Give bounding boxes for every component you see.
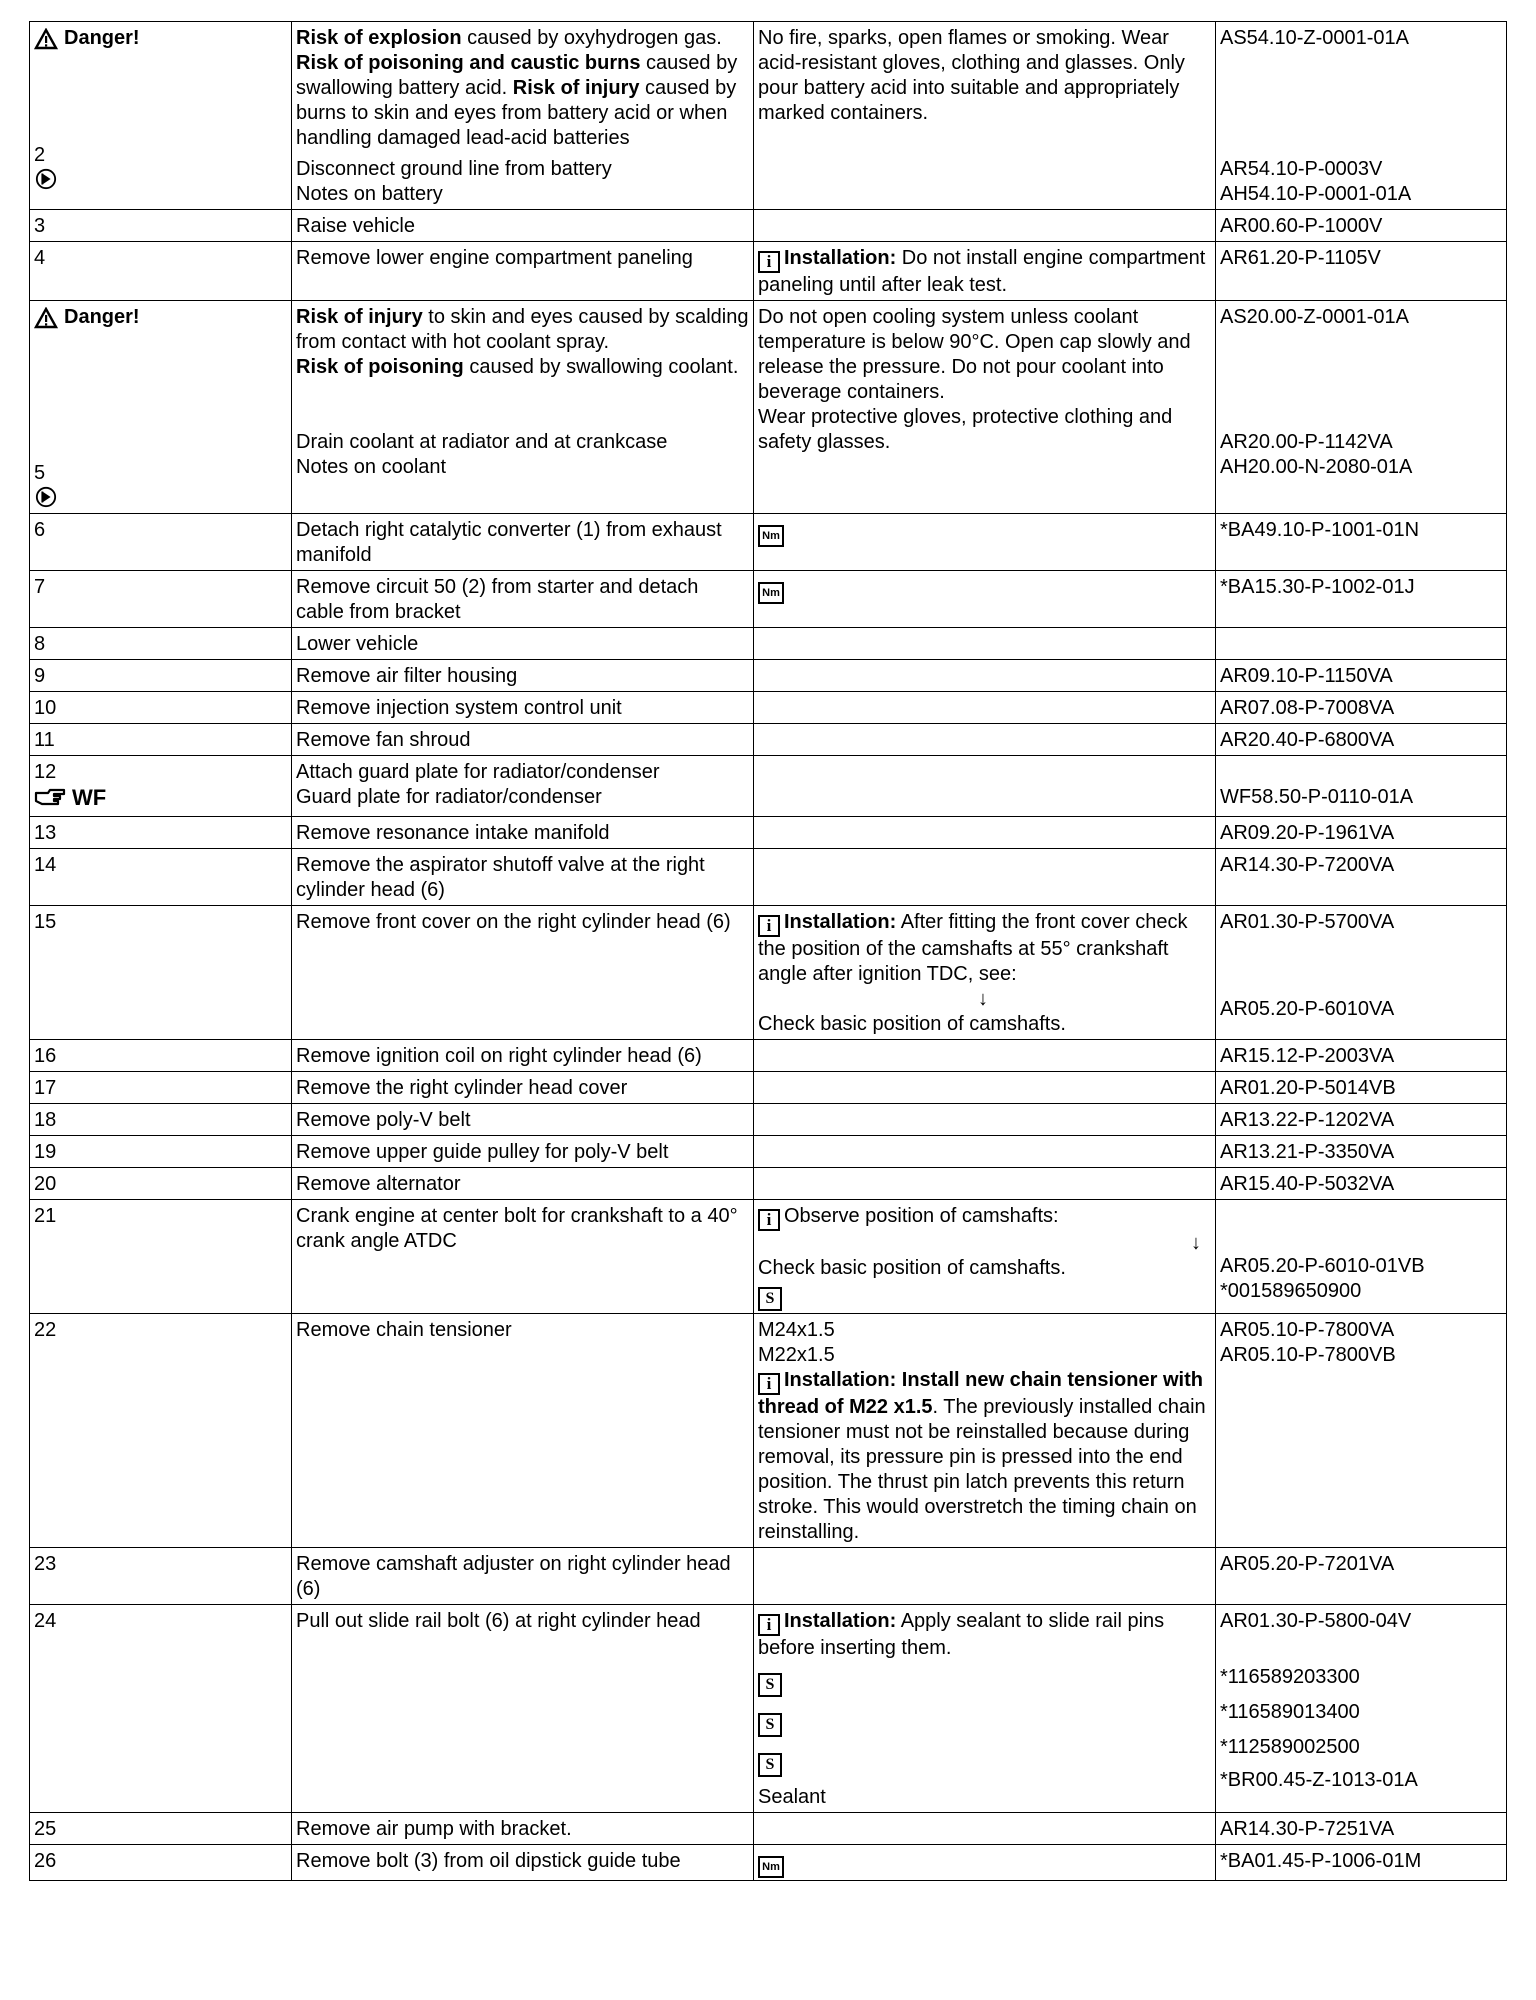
- table-cell: Remove resonance intake manifold: [292, 817, 754, 849]
- table-cell: 22: [30, 1314, 292, 1548]
- table-row: [30, 1314, 1507, 1548]
- table-cell: AR05.10-P-7800VA AR05.10-P-7800VB: [1216, 1314, 1507, 1548]
- table-cell: 3: [30, 210, 292, 242]
- table-row: [30, 849, 1507, 906]
- table-cell: [754, 723, 1216, 755]
- table-cell: AR05.20-P-7201VA: [1216, 1548, 1507, 1605]
- instruction-cell: Risk of explosion caused by oxyhydrogen gas. Risk of poisoning and caustic burns caused by swallowing battery acid. Risk of injury caused by burns to skin and eyes from battery acid or when handling damaged lead-acid batteries Disconnect ground line from battery Notes on battery: [292, 22, 754, 210]
- table-cell: Remove the right cylinder head cover: [292, 1072, 754, 1104]
- table-row: [30, 659, 1507, 691]
- table-cell: Remove front cover on the right cylinder head (6): [292, 906, 754, 1040]
- pointing-hand-icon: [34, 787, 68, 807]
- torque-nm-icon: Nm: [758, 525, 784, 547]
- wf-label: WF: [34, 785, 106, 810]
- table-row: [30, 817, 1507, 849]
- table-cell: [1216, 627, 1507, 659]
- table-cell: AR00.60-P-1000V: [1216, 210, 1507, 242]
- table-cell: 21: [30, 1200, 292, 1314]
- table-cell: [754, 1845, 1216, 1881]
- table-row: [30, 1040, 1507, 1072]
- table-row: [30, 723, 1507, 755]
- table-cell: [754, 1072, 1216, 1104]
- table-cell: AR05.20-P-6010-01VB *001589650900: [1216, 1200, 1507, 1314]
- warning-triangle-icon: [34, 28, 58, 50]
- table-cell: Remove the aspirator shutoff valve at the right cylinder head (6): [292, 849, 754, 906]
- torque-nm-icon: Nm: [758, 1856, 784, 1878]
- table-cell: i Observe position of camshafts: ↓ Check basic position of camshafts. S: [754, 1200, 1216, 1314]
- table-cell: 25: [30, 1813, 292, 1845]
- table-cell: Remove upper guide pulley for poly-V belt: [292, 1136, 754, 1168]
- table-cell: AR07.08-P-7008VA: [1216, 691, 1507, 723]
- table-cell: AR14.30-P-7251VA: [1216, 1813, 1507, 1845]
- table-cell: [754, 1168, 1216, 1200]
- table-cell: i Installation: Apply sealant to slide rail pins before inserting them. S S S Sealant: [754, 1605, 1216, 1813]
- table-cell: 14: [30, 849, 292, 906]
- table-row: [30, 1605, 1507, 1813]
- info-icon: i: [758, 1373, 780, 1395]
- table-cell: Remove alternator: [292, 1168, 754, 1200]
- reference-cell: AS54.10-Z-0001-01A AR54.10-P-0003V AH54.10-P-0001-01A: [1216, 22, 1507, 210]
- table-cell: Remove injection system control unit: [292, 691, 754, 723]
- torque-nm-icon: Nm: [758, 582, 784, 604]
- table-cell: [754, 1104, 1216, 1136]
- table-row: [30, 906, 1507, 1040]
- table-cell: *BA15.30-P-1002-01J: [1216, 570, 1507, 627]
- table-cell: AR13.21-P-3350VA: [1216, 1136, 1507, 1168]
- table-cell: Raise vehicle: [292, 210, 754, 242]
- table-cell: Danger! 5: [30, 301, 292, 514]
- table-cell: *BA01.45-P-1006-01M: [1216, 1845, 1507, 1881]
- table-row: [30, 1548, 1507, 1605]
- table-cell: 10: [30, 691, 292, 723]
- table-cell: 24: [30, 1605, 292, 1813]
- table-cell: Remove poly-V belt: [292, 1104, 754, 1136]
- table-cell: 7: [30, 570, 292, 627]
- table-row: [30, 1845, 1507, 1881]
- table-cell: AR15.40-P-5032VA: [1216, 1168, 1507, 1200]
- table-cell: [754, 659, 1216, 691]
- table-cell: AR14.30-P-7200VA: [1216, 849, 1507, 906]
- table-cell: Remove lower engine compartment paneling: [292, 242, 754, 301]
- table-cell: [754, 570, 1216, 627]
- table-cell: [754, 513, 1216, 570]
- table-row: [30, 301, 1507, 514]
- danger-label: Danger!: [34, 305, 140, 330]
- table-cell: Crank engine at center bolt for crankshaft to a 40° crank angle ATDC: [292, 1200, 754, 1314]
- table-cell: *BA49.10-P-1001-01N: [1216, 513, 1507, 570]
- table-row: [30, 627, 1507, 659]
- table-cell: AR01.30-P-5800-04V *116589203300 *116589013400 *112589002500 *BR00.45-Z-1013-01A: [1216, 1605, 1507, 1813]
- special-tool-icon: S: [758, 1287, 782, 1311]
- table-row: [30, 1168, 1507, 1200]
- table-cell: M24x1.5 M22x1.5 i Installation: Install new chain tensioner with thread of M22 x1.5. The previously installed chain tensioner must not be reinstalled because during removal, its pressure pin is pressed into the end position. The thrust pin latch prevents this return stroke. This would overstretch the timing chain on reinstalling.: [754, 1314, 1216, 1548]
- procedure-document: [29, 21, 1507, 1881]
- table-cell: [754, 691, 1216, 723]
- table-row: [30, 1104, 1507, 1136]
- table-cell: [754, 1136, 1216, 1168]
- table-cell: 15: [30, 906, 292, 1040]
- table-cell: AR61.20-P-1105V: [1216, 242, 1507, 301]
- table-cell: AR09.20-P-1961VA: [1216, 817, 1507, 849]
- table-cell: Remove ignition coil on right cylinder head (6): [292, 1040, 754, 1072]
- table-row: [30, 1813, 1507, 1845]
- table-cell: 26: [30, 1845, 292, 1881]
- table-cell: WF58.50-P-0110-01A: [1216, 755, 1507, 817]
- table-cell: i Installation: After fitting the front cover check the position of the camshafts at 55° crankshaft angle after ignition TDC, see: ↓ Check basic position of camshafts.: [754, 906, 1216, 1040]
- note-circle-icon: [34, 486, 58, 508]
- note-row: [34, 168, 287, 193]
- note-circle-icon: [34, 168, 58, 190]
- table-row: [30, 1072, 1507, 1104]
- info-icon: i: [758, 915, 780, 937]
- table-cell: [754, 627, 1216, 659]
- table-cell: 6: [30, 513, 292, 570]
- measure-cell: No fire, sparks, open flames or smoking. Wear acid-resistant gloves, clothing and glasses. Only pour battery acid into suitable and appropriately marked containers.: [754, 22, 1216, 210]
- table-cell: [754, 210, 1216, 242]
- table-cell: 12 WF: [30, 755, 292, 817]
- special-tool-icon: S: [758, 1673, 782, 1697]
- step-number: 2: [34, 143, 46, 166]
- table-cell: Remove chain tensioner: [292, 1314, 754, 1548]
- table-cell: [754, 849, 1216, 906]
- table-cell: 16: [30, 1040, 292, 1072]
- danger-label: Danger!: [34, 26, 140, 51]
- table-cell: 19: [30, 1136, 292, 1168]
- table-cell: 9: [30, 659, 292, 691]
- info-icon: i: [758, 1614, 780, 1636]
- table-row: [30, 22, 1507, 210]
- table-row: [30, 755, 1507, 817]
- table-cell: Remove air pump with bracket.: [292, 1813, 754, 1845]
- notes-text: Notes on battery: [296, 183, 443, 205]
- table-cell: 18: [30, 1104, 292, 1136]
- table-cell: [754, 817, 1216, 849]
- table-cell: Pull out slide rail bolt (6) at right cylinder head: [292, 1605, 754, 1813]
- table-cell: AS20.00-Z-0001-01A AR20.00-P-1142VA AH20.00-N-2080-01A: [1216, 301, 1507, 514]
- procedure-table: [29, 21, 1507, 1881]
- table-row: [30, 1136, 1507, 1168]
- table-row: [30, 242, 1507, 301]
- table-cell: Remove air filter housing: [292, 659, 754, 691]
- special-tool-icon: S: [758, 1753, 782, 1777]
- table-cell: [754, 1813, 1216, 1845]
- table-cell: AR01.20-P-5014VB: [1216, 1072, 1507, 1104]
- table-cell: Remove circuit 50 (2) from starter and detach cable from bracket: [292, 570, 754, 627]
- table-cell: Remove fan shroud: [292, 723, 754, 755]
- step-text: Disconnect ground line from battery: [296, 158, 612, 180]
- table-cell: Detach right catalytic converter (1) from exhaust manifold: [292, 513, 754, 570]
- warning-triangle-icon: [34, 307, 58, 329]
- step-cell: [30, 22, 292, 210]
- table-cell: 4: [30, 242, 292, 301]
- table-cell: [754, 1040, 1216, 1072]
- table-cell: Remove camshaft adjuster on right cylinder head (6): [292, 1548, 754, 1605]
- table-row: [30, 570, 1507, 627]
- table-cell: 23: [30, 1548, 292, 1605]
- table-cell: 17: [30, 1072, 292, 1104]
- info-icon: i: [758, 251, 780, 273]
- table-row: [30, 210, 1507, 242]
- table-cell: i Installation: Do not install engine compartment paneling until after leak test.: [754, 242, 1216, 301]
- table-cell: [754, 755, 1216, 817]
- down-arrow: ↓: [1191, 1232, 1201, 1254]
- table-cell: AR15.12-P-2003VA: [1216, 1040, 1507, 1072]
- table-row: [30, 513, 1507, 570]
- table-cell: Do not open cooling system unless coolant temperature is below 90°C. Open cap slowly and release the pressure. Do not pour coolant into beverage containers. Wear protective gloves, protective clothing and safety glasses.: [754, 301, 1216, 514]
- table-cell: 11: [30, 723, 292, 755]
- info-icon: i: [758, 1209, 780, 1231]
- table-row: [30, 691, 1507, 723]
- table-row: [30, 1200, 1507, 1314]
- table-cell: AR01.30-P-5700VA AR05.20-P-6010VA: [1216, 906, 1507, 1040]
- table-cell: Lower vehicle: [292, 627, 754, 659]
- table-cell: AR13.22-P-1202VA: [1216, 1104, 1507, 1136]
- table-cell: [754, 1548, 1216, 1605]
- down-arrow: ↓: [978, 988, 988, 1010]
- table-cell: Risk of injury to skin and eyes caused by scalding from contact with hot coolant spray. Risk of poisoning caused by swallowing coolant. Drain coolant at radiator and at crankcase Notes on coolant: [292, 301, 754, 514]
- table-cell: Attach guard plate for radiator/condenser Guard plate for radiator/condenser: [292, 755, 754, 817]
- table-cell: 20: [30, 1168, 292, 1200]
- special-tool-icon: S: [758, 1713, 782, 1737]
- table-cell: 8: [30, 627, 292, 659]
- table-cell: AR09.10-P-1150VA: [1216, 659, 1507, 691]
- table-cell: AR20.40-P-6800VA: [1216, 723, 1507, 755]
- table-cell: Remove bolt (3) from oil dipstick guide tube: [292, 1845, 754, 1881]
- table-cell: 13: [30, 817, 292, 849]
